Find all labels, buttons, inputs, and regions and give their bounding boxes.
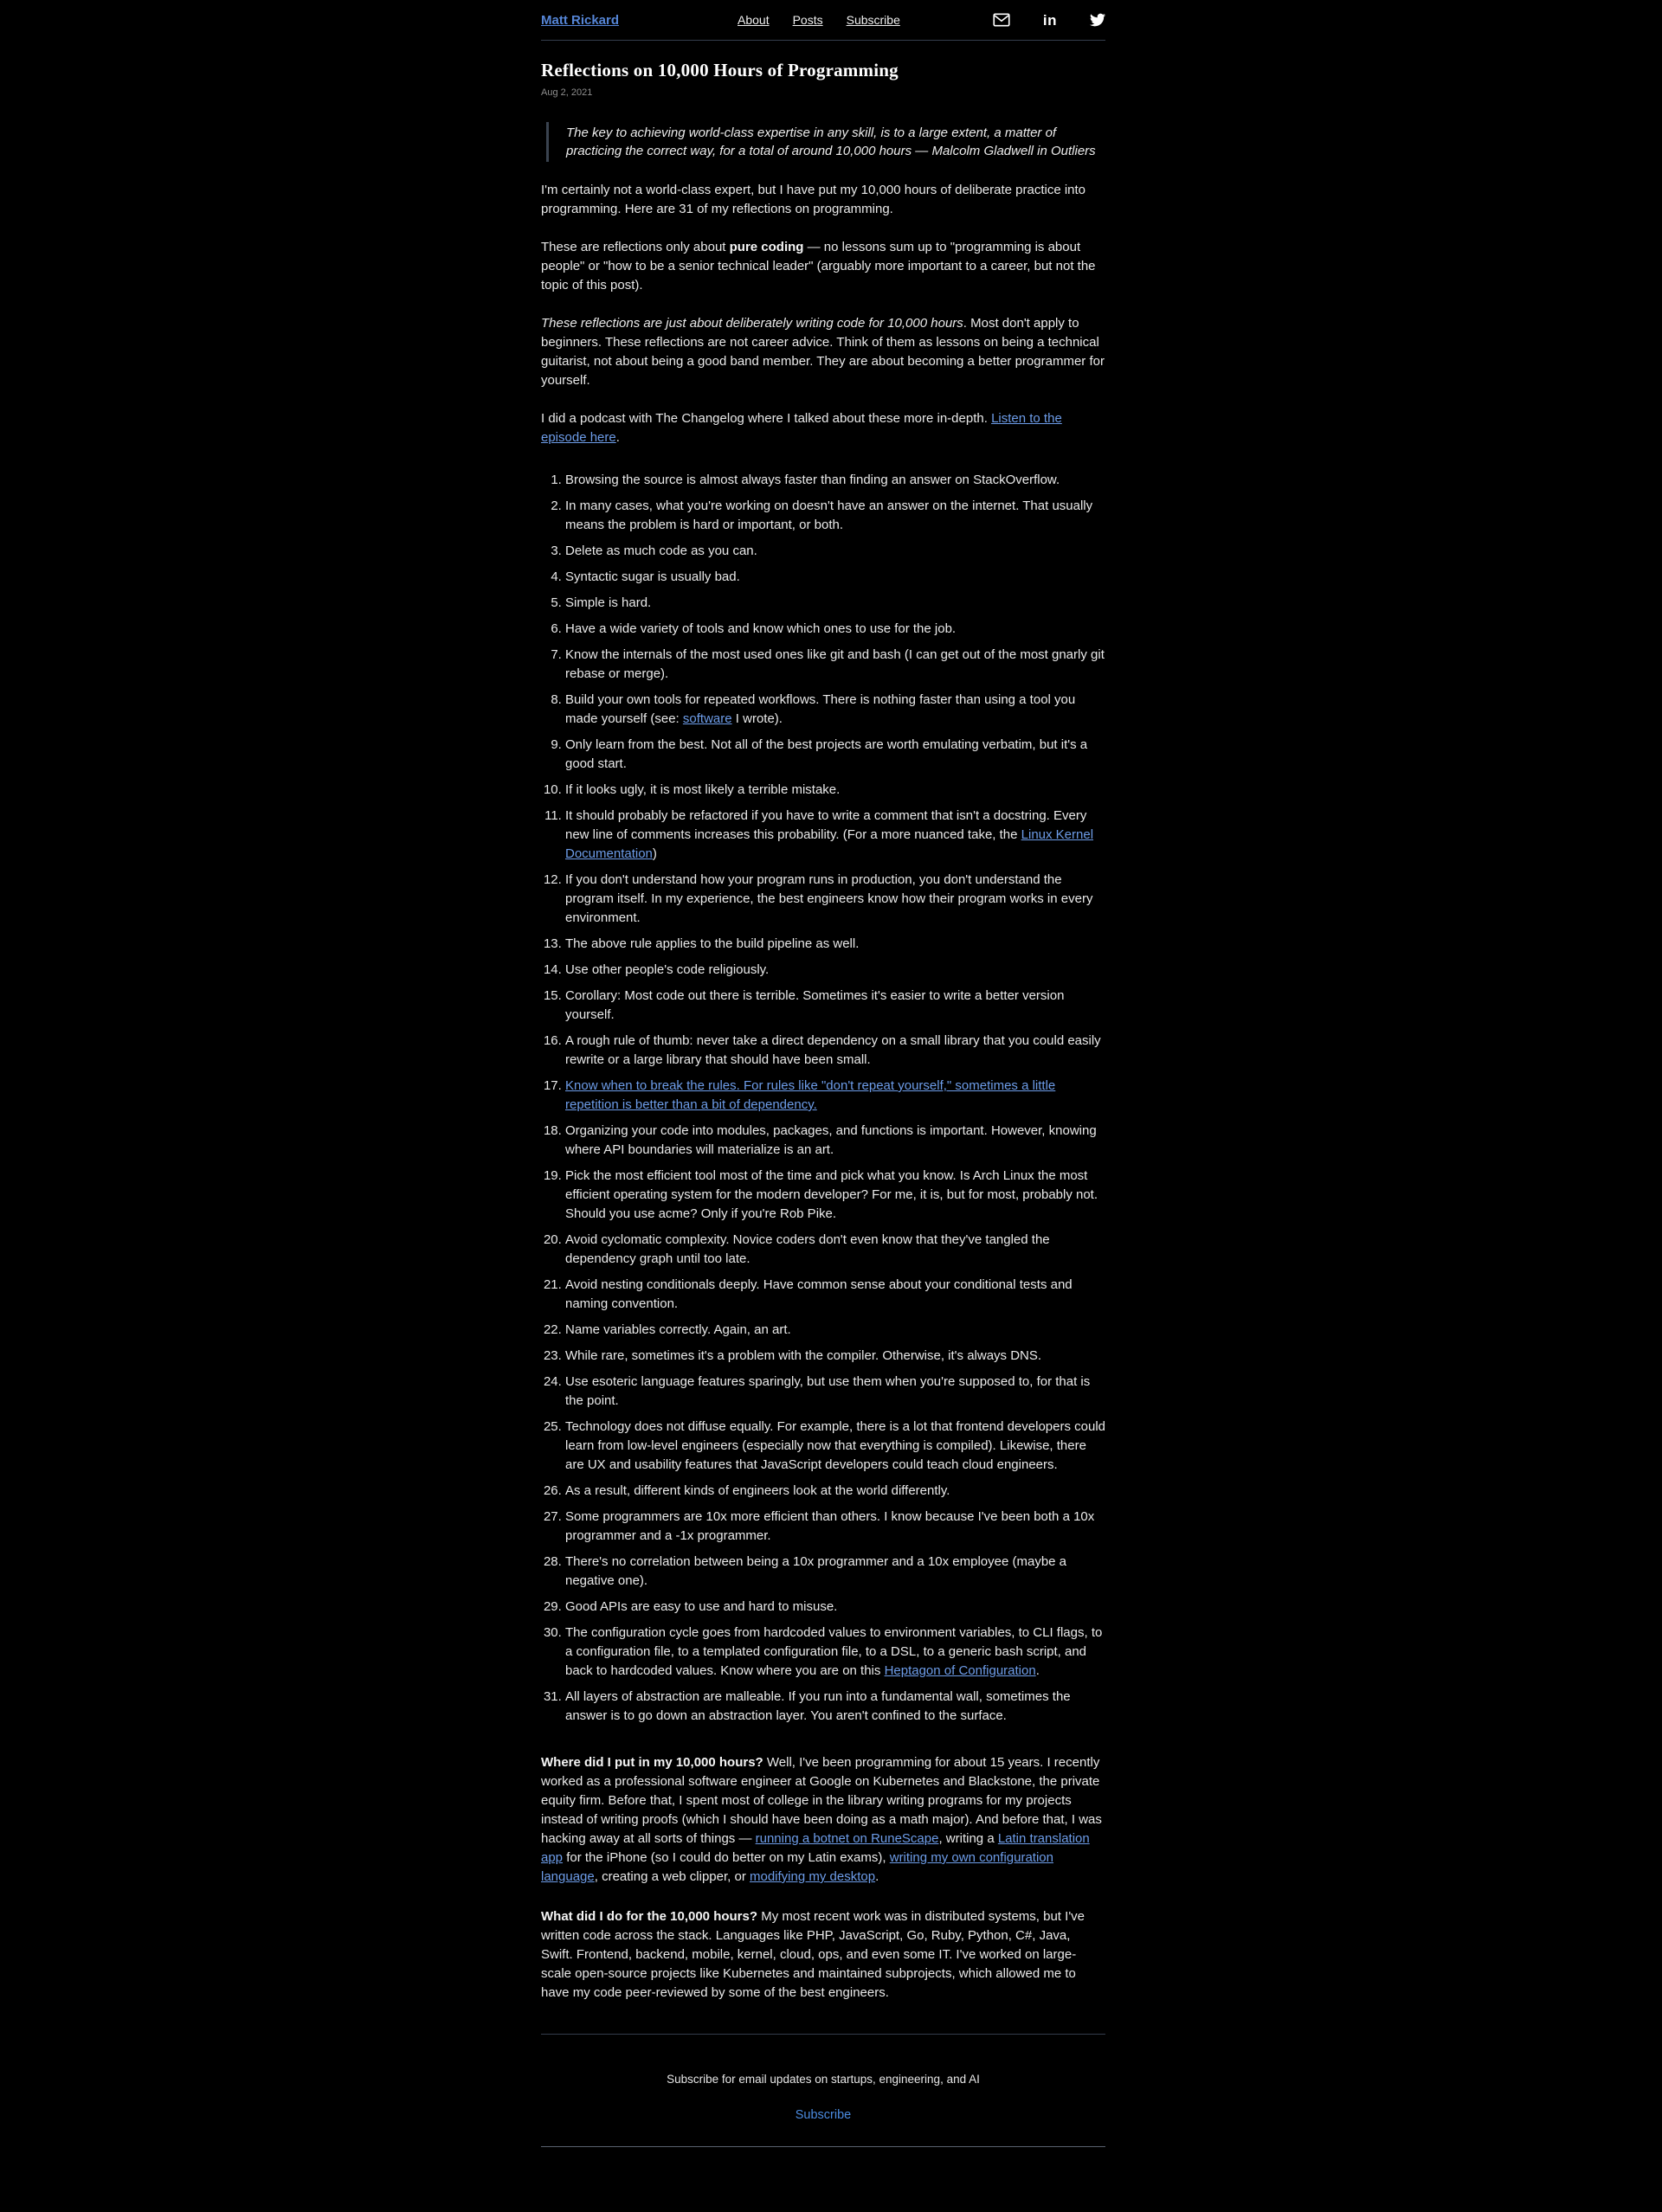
inline-link[interactable]: Know when to break the rules. For rules like "don't repeat yourself," sometimes a little repetition is better than a bit of dependency. [565,1078,1056,1112]
list-item [565,1231,1105,1269]
text-segment: If it looks ugly, it is most likely a terrible mistake. [565,782,841,797]
list-item [565,807,1105,864]
text-segment: pure coding [729,240,804,254]
article [541,60,1105,2003]
text-segment: These are reflections only about [541,240,730,254]
list-item [565,871,1105,928]
text-segment: It should probably be refactored if you have to write a comment that isn't a docstring. Every new line of comments increases this probability. (For a more nuanced take, the [565,808,1087,842]
text-segment: My most recent work was in distributed systems, but I've written code across the stack. Languages like PHP, JavaScript, Go, Ruby, Python, C#, Java, Swift. Frontend, backend, mobile, kernel, cloud, ops, and even some IT. I've worked on large-scale open-source projects like Kubernetes and maintained subprojects, which allowed me to have my code peer-reviewed by some of the best engineers. [541,1909,1085,2000]
inline-link[interactable]: modifying my desktop [750,1869,876,1884]
text-segment: Pick the most efficient tool most of the time and pick what you know. Is Arch Linux the most efficient operating system for the modern developer? For me, it is, but for most, probably not. Should you use acme? Only if you're Rob Pike. [565,1168,1098,1221]
text-segment: . [1035,1663,1040,1678]
list-item [565,568,1105,587]
text-segment: Have a wide variety of tools and know which ones to use for the job. [565,621,957,636]
list-item [565,1688,1105,1726]
text-segment: — no lessons sum up to "programming is about people" or "how to be a senior technical leader" (arguably more important to a career, but not the topic of this post). [541,240,1096,293]
text-segment: Avoid cyclomatic complexity. Novice coders don't even know that they've tangled the dependency graph until too late. [565,1232,1050,1266]
text-segment: Simple is hard. [565,595,652,610]
paragraph [541,1907,1105,2003]
text-segment: Name variables correctly. Again, an art. [565,1322,791,1337]
list-item [565,471,1105,490]
list-item [565,691,1105,729]
email-icon [993,13,1010,27]
site-header [541,0,1105,40]
list-item [565,1482,1105,1501]
paragraph [541,409,1105,447]
nav-link-posts[interactable]: Posts [792,13,823,27]
nav-link-about[interactable]: About [738,13,770,27]
twitter-link[interactable] [1090,12,1105,28]
list-item [565,1347,1105,1366]
inline-link[interactable]: software [682,711,732,726]
inline-link[interactable]: Heptagon of Configuration [884,1663,1036,1678]
quote-block: The key to achieving world-class expertise in any skill, is to a large extent, a matter of practicing the correct way, for a total of around 10,000 hours — Malcolm Gladwell in Outliers [546,122,1105,162]
list-item [565,1321,1105,1340]
text-segment: . [875,1869,879,1884]
reflections-list [541,471,1105,1726]
text-segment: Technology does not diffuse equally. For example, there is a lot that frontend developers could learn from low-level engineers (especially now that everything is compiled). Likewise, there are UX and usability features that JavaScript developers could teach cloud engineers. [565,1419,1105,1472]
nav-link-subscribe[interactable]: Subscribe [846,13,900,27]
paragraph [541,181,1105,219]
inline-link[interactable]: writing my own configuration language [541,1850,1053,1884]
social-icons [993,12,1105,28]
text-segment: I did a podcast with The Changelog where I talked about these more in-depth. [541,411,992,426]
footer-subscribe-link[interactable]: Subscribe [795,2108,852,2122]
text-segment: Avoid nesting conditionals deeply. Have common sense about your conditional tests and naming convention. [565,1277,1073,1311]
text-segment: In many cases, what you're working on doesn't have an answer on the internet. That usually means the problem is hard or important, or both. [565,498,1093,532]
text-segment: I'm certainly not a world-class expert, but I have put my 10,000 hours of deliberate practice into programming. Here are 31 of my reflections on programming. [541,183,1086,216]
twitter-icon [1090,12,1105,28]
inline-link[interactable]: Linux Kernel Documentation [565,827,1094,861]
footer-subscribe-text: Subscribe for email updates on startups, engineering, and AI [667,2073,980,2086]
text-segment: Use other people's code religiously. [565,962,770,977]
linkedin-link[interactable] [1043,13,1057,28]
list-item [565,542,1105,561]
list-item [565,1418,1105,1475]
site-nav [738,13,900,27]
text-segment: Browsing the source is almost always faster than finding an answer on StackOverflow. [565,473,1060,487]
brand-link[interactable]: Matt Rickard [541,12,620,28]
list-item [565,1553,1105,1591]
text-segment: Know the internals of the most used ones like git and bash (I can get out of the most gnarly git rebase or merge). [565,647,1105,681]
list-item [565,1276,1105,1314]
list-item [565,1598,1105,1617]
text-segment: If you don't understand how your program runs in production, you don't understand the program itself. In my experience, the best engineers know how their program works in every environment. [565,872,1093,925]
text-segment: All layers of abstraction are malleable. If you run into a fundamental wall, sometimes the answer is to go down an abstraction layer. You aren't confined to the surface. [565,1689,1071,1723]
list-item [565,1077,1105,1115]
text-segment: . [615,430,620,445]
linkedin-icon: in [1042,11,1057,29]
text-segment: . Most don't apply to beginners. These reflections are not career advice. Think of them as lessons on being a technical guitarist, not about being a good band member. They are about becoming a better programmer for yourself. [541,316,1105,388]
text-segment: , writing a [938,1831,998,1846]
site-footer [541,2034,1105,2147]
paragraph [541,1753,1105,1887]
text-segment: Organizing your code into modules, packages, and functions is important. However, knowing where API boundaries will materialize is an art. [565,1123,1097,1157]
text-segment: Only learn from the best. Not all of the best projects are worth emulating verbatim, but it's a good start. [565,737,1088,771]
text-segment: I wrote). [731,711,783,726]
text-segment: Where did I put in my 10,000 hours? [541,1755,763,1770]
paragraph [541,314,1105,390]
list-item [565,961,1105,980]
list-item [565,620,1105,639]
inline-link[interactable]: Listen to the episode here [541,411,1062,445]
text-segment: for the iPhone (so I could do better on my Latin exams), [563,1850,890,1865]
text-segment: What did I do for the 10,000 hours? [541,1909,758,1924]
text-segment: While rare, sometimes it's a problem with the compiler. Otherwise, it's always DNS. [565,1348,1042,1363]
footer-divider [541,2034,1105,2035]
list-item [565,1032,1105,1070]
text-segment: Syntactic sugar is usually bad. [565,569,740,584]
text-segment: Delete as much code as you can. [565,543,757,558]
text-segment: Use esoteric language features sparingly, but use them when you're supposed to, for that is the point. [565,1374,1091,1408]
list-item [565,781,1105,800]
text-segment: These reflections are just about deliberately writing code for 10,000 hours [541,316,963,331]
text-segment: A rough rule of thumb: never take a direct dependency on a small library that you could easily rewrite or a large library that should have been small. [565,1033,1101,1067]
outro-section [541,1753,1105,2003]
text-segment: , creating a web clipper, or [594,1869,750,1884]
list-item [565,736,1105,774]
page-title: Reflections on 10,000 Hours of Programming [541,60,899,80]
header-divider [541,40,1105,41]
post-date: Aug 2, 2021 [541,87,593,98]
bottom-divider [541,2146,1105,2147]
list-item [565,1122,1105,1160]
intro-section [541,181,1105,447]
list-item [565,1373,1105,1411]
list-item [565,497,1105,535]
text-segment: There's no correlation between being a 10x programmer and a 10x employee (maybe a negative one). [565,1554,1067,1588]
text-segment: The configuration cycle goes from hardcoded values to environment variables, to CLI flags, to a configuration file, to a templated configuration file, to a DSL, to a generic bash script, and back to hardcoded values. Know where you are on this [565,1625,1103,1678]
text-segment: Well, I've been programming for about 15 years. I recently worked as a professional software engineer at Google on Kubernetes and Blackstone, the private equity firm. Before that, I spent most of college in the library writing programs for my projects instead of writing proofs (which I should have been doing as a math major). And before that, I was hacking away at all sorts of things — [541,1755,1102,1846]
email-link[interactable] [993,13,1010,27]
text-segment: Some programmers are 10x more efficient than others. I know because I've been both a 10x programmer and a -1x programmer. [565,1509,1095,1543]
list-item [565,594,1105,613]
page [541,0,1105,2151]
list-item [565,1508,1105,1546]
list-item [565,1624,1105,1681]
text-segment: As a result, different kinds of engineers look at the world differently. [565,1483,950,1498]
list-item [565,987,1105,1025]
text-segment: Good APIs are easy to use and hard to misuse. [565,1599,838,1614]
inline-link[interactable]: running a botnet on RuneScape [755,1831,939,1846]
paragraph [541,238,1105,295]
list-item [565,646,1105,684]
text-segment: Corollary: Most code out there is terrible. Sometimes it's easier to write a better version yourself. [565,988,1065,1022]
text-segment: ) [652,846,657,861]
inline-link[interactable]: Latin translation app [541,1831,1090,1865]
text-segment: Build your own tools for repeated workflows. There is nothing faster than using a tool you made yourself (see: [565,692,1076,726]
text-segment: The above rule applies to the build pipeline as well. [565,936,860,951]
list-item [565,1167,1105,1224]
list-item [565,935,1105,954]
